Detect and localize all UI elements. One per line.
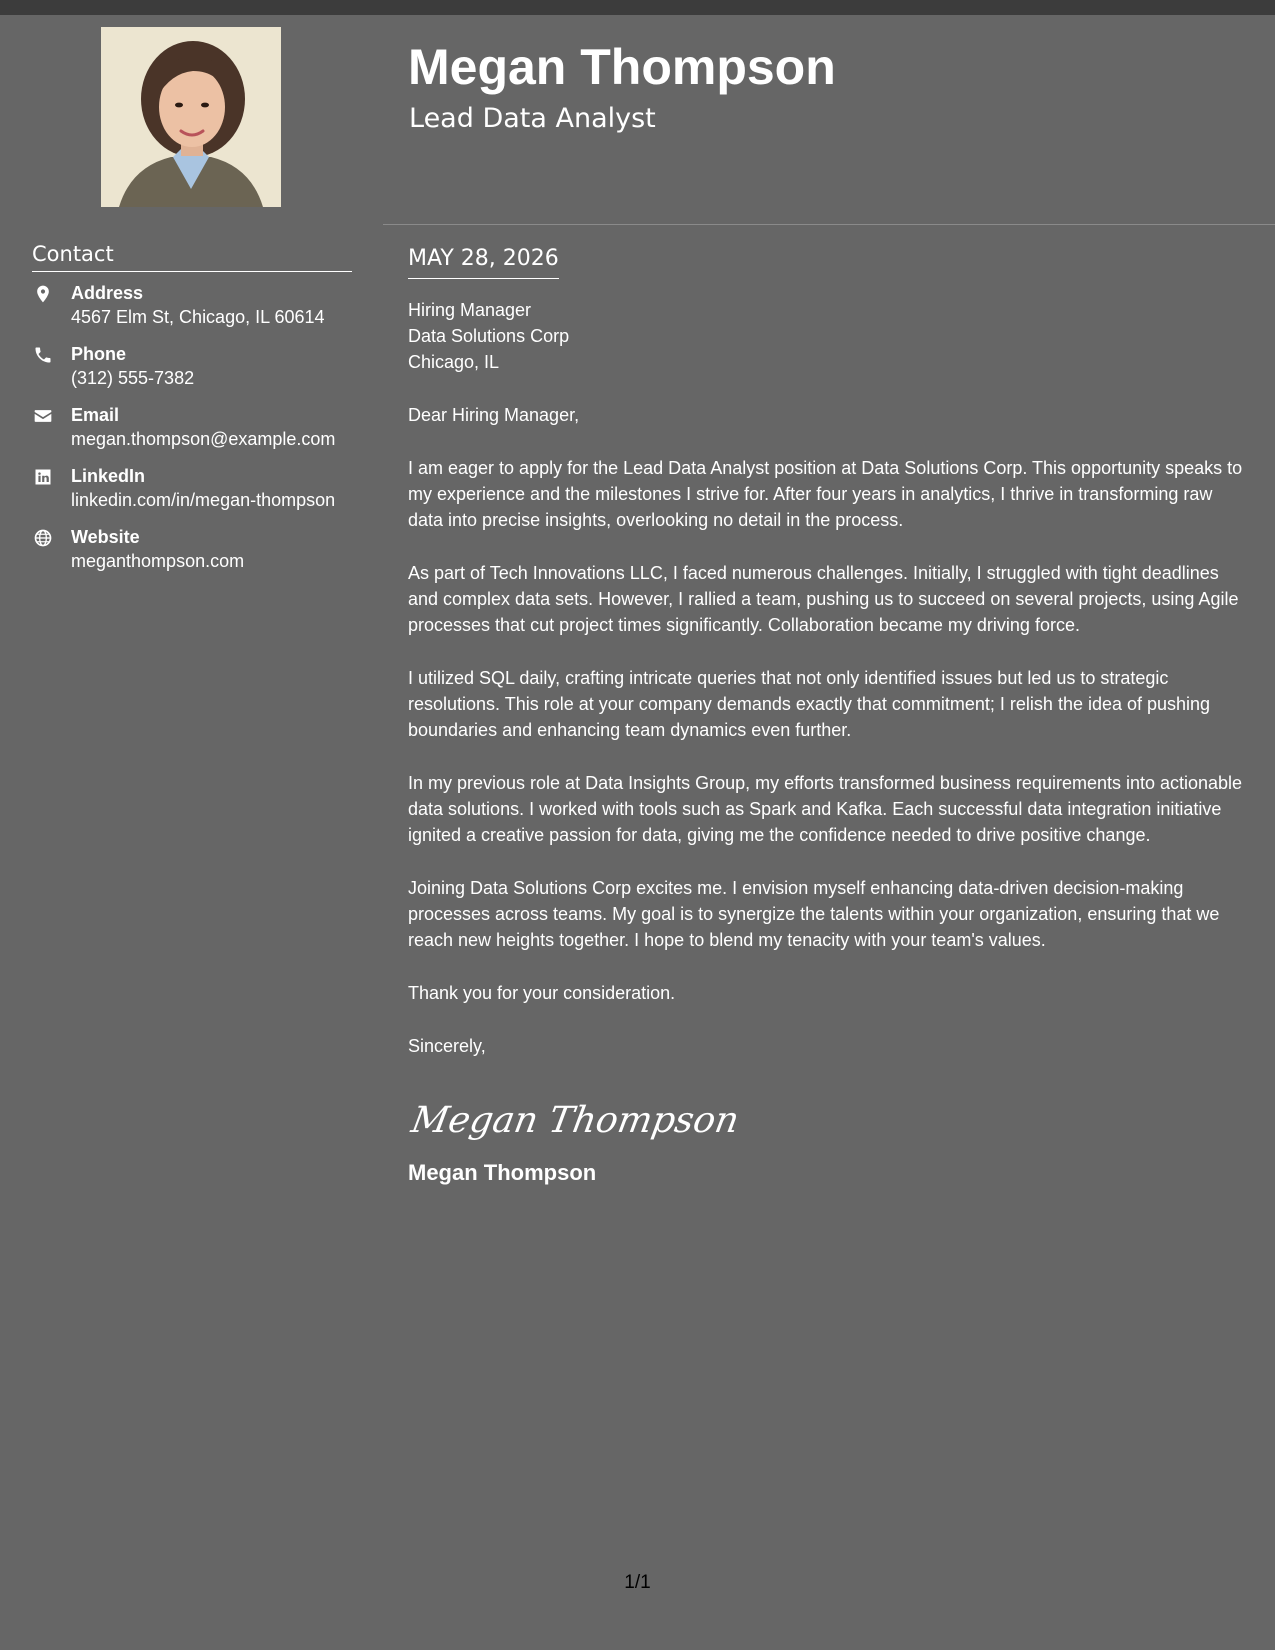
- email-label: Email: [71, 405, 120, 426]
- address-value: 4567 Elm St, Chicago, IL 60614: [71, 307, 325, 328]
- applicant-name: Megan Thompson: [408, 39, 836, 95]
- contact-item-address: [32, 282, 352, 329]
- recipient-block: [408, 297, 1243, 375]
- phone-icon: [33, 345, 53, 365]
- contact-section: [32, 242, 352, 587]
- email-value[interactable]: megan.thompson@example.com: [71, 429, 336, 450]
- body-paragraph: As part of Tech Innovations LLC, I faced numerous challenges. Initially, I struggled with tight deadlines and complex data sets. However, I rallied a team, pushing us to succeed on several projects, using Agile processes that cut project times significantly. Collaboration became my driving force.: [408, 563, 1239, 635]
- header-divider: [383, 224, 1275, 225]
- signature-text: Megan Thompson: [408, 1098, 743, 1141]
- envelope-icon: [33, 406, 53, 426]
- body-paragraph: I am eager to apply for the Lead Data Analyst position at Data Solutions Corp. This opportunity speaks to my experience and the milestones I strive for. After four years in analytics, I thrive in transforming raw data into precise insights, overlooking no detail in the process.: [408, 458, 1243, 530]
- profile-photo: [101, 27, 281, 207]
- salutation: Dear Hiring Manager,: [408, 405, 580, 425]
- contact-item-website: [32, 526, 352, 573]
- linkedin-value[interactable]: linkedin.com/in/megan-thompson: [71, 490, 336, 511]
- letter-date: MAY 28, 2026: [408, 244, 559, 279]
- website-label: Website: [71, 527, 140, 548]
- linkedin-label: LinkedIn: [71, 466, 146, 487]
- location-pin-icon: [33, 284, 53, 304]
- address-label: Address: [71, 283, 144, 304]
- applicant-title: Lead Data Analyst: [409, 103, 656, 134]
- letter-body: [408, 244, 1243, 1186]
- phone-value: (312) 555-7382: [71, 368, 195, 389]
- body-paragraph: Joining Data Solutions Corp excites me. I envision myself enhancing data-driven decision-making processes across teams. My goal is to synergize the talents within your organization, ensuring that we reach new heights together. I hope to blend my tenacity with your team's values.: [408, 878, 1220, 950]
- recipient-line: Data Solutions Corp: [408, 326, 570, 346]
- closing-line: Sincerely,: [408, 1036, 486, 1056]
- thanks-line: Thank you for your consideration.: [408, 983, 676, 1003]
- website-value[interactable]: meganthompson.com: [71, 551, 245, 572]
- contact-item-linkedin: [32, 465, 352, 512]
- contact-item-phone: [32, 343, 352, 390]
- globe-icon: [33, 528, 53, 548]
- handwritten-signature: [408, 1086, 1243, 1148]
- contact-item-email: [32, 404, 352, 451]
- signed-name: Megan Thompson: [408, 1160, 597, 1185]
- linkedin-icon: [33, 467, 53, 487]
- recipient-line: Chicago, IL: [408, 352, 500, 372]
- recipient-line: Hiring Manager: [408, 300, 532, 320]
- contact-list: [32, 282, 352, 573]
- phone-label: Phone: [71, 344, 127, 365]
- contact-heading: Contact: [32, 242, 352, 272]
- body-paragraph: I utilized SQL daily, crafting intricate queries that not only identified issues but led us to strategic resolutions. This role at your company demands exactly that commitment; I relish the idea of pushing boundaries and enhancing team dynamics even further.: [408, 668, 1211, 740]
- letter-page: [0, 15, 1275, 1650]
- body-paragraph: In my previous role at Data Insights Group, my efforts transformed business requirements into actionable data solutions. I worked with tools such as Spark and Kafka. Each successful data integration initiative ignited a creative passion for data, giving me the confidence needed to drive positive change.: [408, 773, 1243, 845]
- page-number: 1/1: [624, 1572, 651, 1593]
